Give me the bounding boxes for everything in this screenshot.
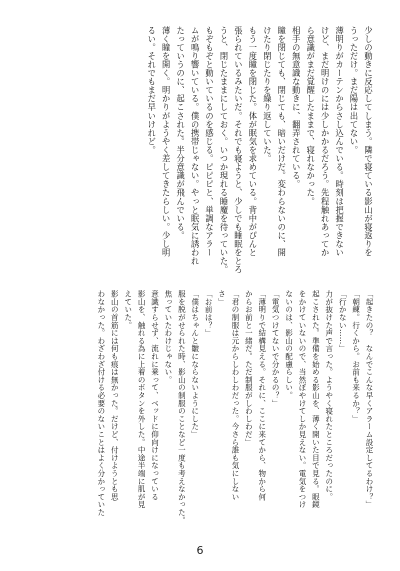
text-line: えていた。 xyxy=(123,290,133,329)
text-line: 「お前は？」 xyxy=(204,290,214,337)
text-line: 服を脱がせられた時、影山の制服のことなど一度も考えなかった。 xyxy=(177,290,187,524)
text-line: うっただけ。まだ陽は出てない。 xyxy=(349,26,360,155)
text-line: ムが鳴り響いている。僕の携帯じゃない。やっと眠気に誘われ xyxy=(190,26,201,266)
text-line: けど、まだ明けのには少しかかるだろう。先程触れあってか xyxy=(320,26,331,257)
text-line: 「僕はちゃんと皺にならないようにした」 xyxy=(190,290,200,439)
text-line: をかけていないので、当然ぼやけてしか見えない。電気をつけ xyxy=(297,290,307,509)
text-line: ないのは、影山の配慮らしい。 xyxy=(284,290,294,400)
text-line: 張られているみたいだ。それでも寝ようと、少しでも睡眠をとろ xyxy=(233,26,244,274)
page-number: 6 xyxy=(196,544,204,557)
text-line: 瞳を閉じても、閉じても、暗いだけだ。変わらないのに、開 xyxy=(277,26,288,257)
text-line: からお前と一緒だ。ただ制服がしわしわだ」 xyxy=(244,290,254,446)
text-line: 「朝練。行くから。お前も来るか？」 xyxy=(351,290,361,423)
text-line: 少しの動きに反応してしまう。隣で寝ている影山が寝返りを xyxy=(364,26,374,257)
paragraph-block-bottom xyxy=(94,290,376,530)
text-line: たっていうのに、起こされた。半分意識が飛んでいる。 xyxy=(176,26,187,240)
text-line: もぞもぞと動いているのを感じる。ピピピと、単調なアラー xyxy=(205,26,216,257)
text-line: 「薄明りで結構見える。それに、ここに来てから、物から何 xyxy=(257,290,267,501)
text-line: 薄く瞳を開く。明かりがようやく差してきたらしい。少し明 xyxy=(161,26,172,257)
text-line: さ」 xyxy=(217,290,227,306)
text-line: 力が抜けた声で言った。ようやく寝れたところだったのに。 xyxy=(324,290,334,501)
text-line: 「君の制服は元からしわしわだった。今さら誰も気にしない xyxy=(230,290,240,501)
text-line: ら意識がまだ覚醒したままで、寝れなかった。 xyxy=(306,26,317,206)
text-line: 意識すらせず、流れに乗って、ベッドに仰向けになっている xyxy=(150,290,160,501)
text-line: 影山の首筋には何も痕は無かった。だけど、付けようとも思 xyxy=(110,290,120,501)
text-line: るい。それでもまだ早いけれど。 xyxy=(147,26,158,155)
text-line: 薄明りがカーテンからさし込んでいる。時刻は把握できない xyxy=(335,26,346,257)
paragraph-block-top xyxy=(145,26,376,274)
text-line: 相手の無意識な動きに、翻弄されている。 xyxy=(291,26,302,189)
text-line: わなかった。わざわざ付ける必要のないことはよく分かっていた xyxy=(96,290,106,517)
text-line: もう一度瞳を閉じた。体が眠気を求めている。背中がぴんと xyxy=(248,26,259,257)
text-line: うと、閉じたままにしておく。いつか現れる睡魔を待っていた。 xyxy=(219,26,230,274)
text-line: 「電気つけてないで分かるの？」 xyxy=(271,290,281,407)
text-line: けたり閉じたりを繰り返していた。 xyxy=(262,26,273,163)
text-line: 「起きたの？ なんでこんな早くアラーム設定してるわけ？」 xyxy=(365,290,374,509)
text-line: 「行かない……」 xyxy=(338,290,348,353)
text-line: 起こされた。準備を始める影山を、薄く開いた目で見る。眼鏡 xyxy=(311,290,321,509)
text-line: 焦っていたわけじゃない。 xyxy=(163,290,173,384)
text-line: 影山を、触れる為に上着のボタンを外した。中途半端に肌が見 xyxy=(137,290,147,509)
